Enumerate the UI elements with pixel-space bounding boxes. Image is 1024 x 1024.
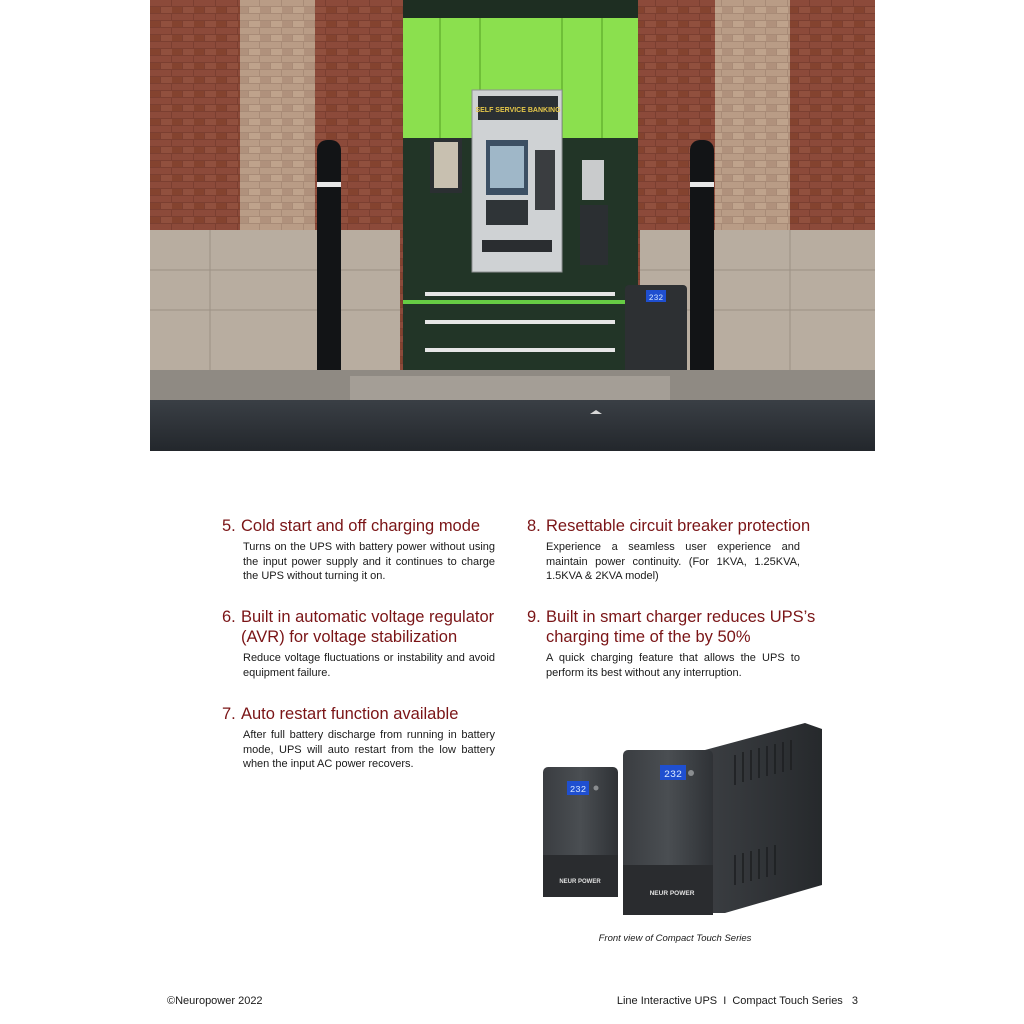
ups-large-side — [705, 723, 822, 913]
ups-small-brand: NEUR POWER — [559, 879, 601, 885]
feature-7-body: After full battery discharge from running in battery mode, UPS will auto restart from the low battery when the input AC power recovers. — [243, 729, 495, 771]
feature-8-title-text: Resettable circuit breaker protection — [546, 517, 811, 535]
footer-page-info — [617, 995, 858, 1007]
feature-7-title — [222, 704, 458, 724]
product-image — [535, 715, 835, 920]
feature-7-number: 7. — [222, 705, 236, 723]
page-number: 3 — [851, 995, 858, 1007]
feature-5-title-text: Cold start and off charging mode — [241, 517, 481, 535]
product-caption: Front view of Compact Touch Series — [598, 933, 752, 944]
ups-large-brand: NEUR POWER — [649, 890, 695, 897]
feature-5-body: Turns on the UPS with battery power without using the input power supply and it continues to charge the UPS without turning it on. — [243, 541, 495, 583]
feature-6-title — [222, 607, 494, 647]
footer-product-line: Line Interactive UPS — [616, 995, 718, 1007]
feature-6-number: 6. — [222, 608, 236, 626]
footer-copyright: ©Neuropower 2022 — [167, 995, 263, 1007]
feature-9-title — [527, 607, 815, 647]
feature-8-body: Experience a seamless user experience and maintain power continuity. (For 1KVA, 1.25KVA, 1.5KVA & 2KVA model) — [546, 541, 800, 583]
feature-9-number: 9. — [527, 608, 541, 626]
footer-separator: I — [723, 995, 727, 1007]
ups-units-illustration — [535, 715, 835, 920]
ups-photo-display: 232 — [648, 294, 664, 303]
feature-5-title — [222, 516, 480, 536]
feature-9-body: A quick charging feature that allows the UPS to perform its best without any interruption. — [546, 652, 800, 679]
feature-9-title-text: Built in smart charger reduces UPS’s — [546, 608, 816, 626]
feature-9-title-line2: charging time of the by 50% — [546, 628, 751, 646]
feature-8-title — [527, 516, 810, 536]
atm-sign-text: SELF SERVICE BANKING — [475, 107, 561, 114]
footer-series: Compact Touch Series — [732, 995, 843, 1007]
ups-small-display-text: 232 — [569, 785, 587, 795]
feature-7-title-text: Auto restart function available — [241, 705, 459, 723]
feature-6-title-line2: (AVR) for voltage stabilization — [241, 628, 458, 646]
ups-large-display-text: 232 — [663, 770, 683, 781]
feature-8-number: 8. — [527, 517, 541, 535]
atm-wall-illustration — [150, 0, 875, 451]
feature-6-body: Reduce voltage fluctuations or instability and avoid equipment failure. — [243, 652, 495, 679]
feature-5-number: 5. — [222, 517, 236, 535]
hero-photo — [150, 0, 875, 451]
feature-6-title-text: Built in automatic voltage regulator — [241, 608, 495, 626]
